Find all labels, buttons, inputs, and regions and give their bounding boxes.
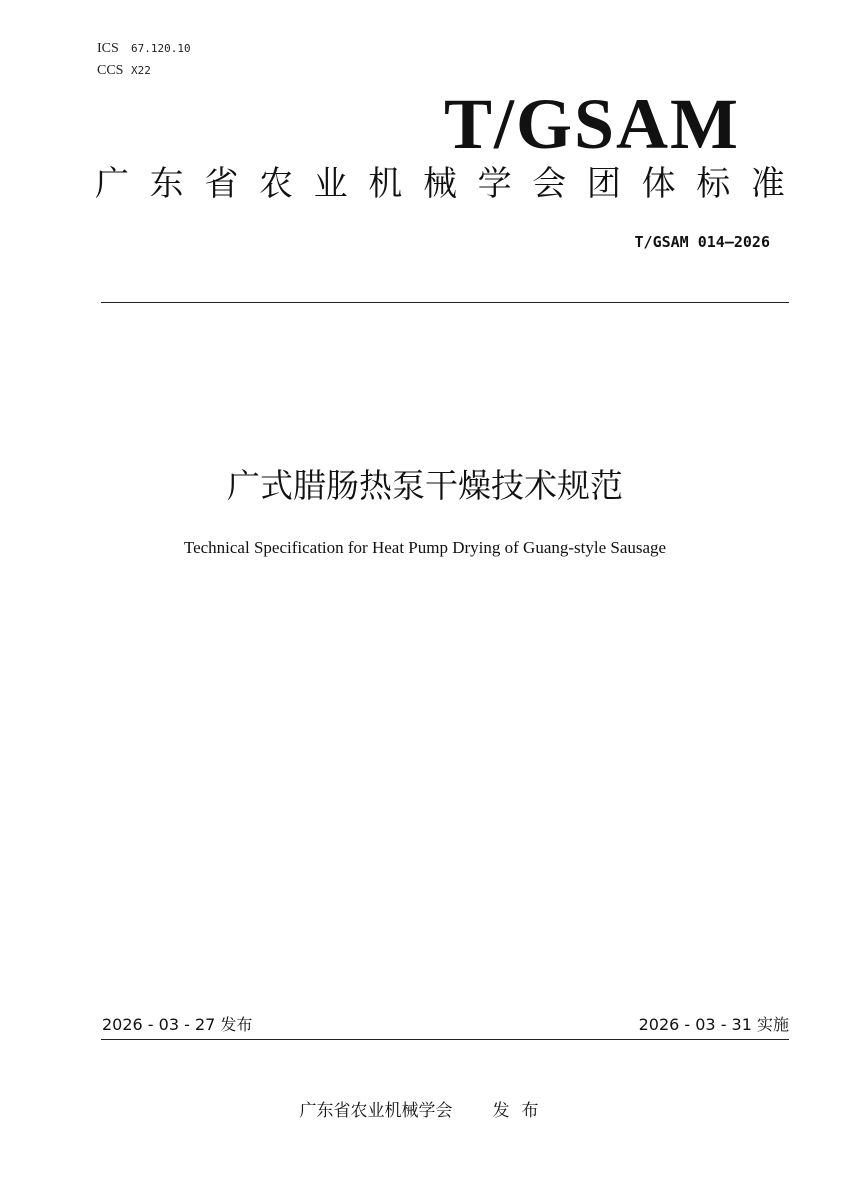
- publisher-line: [0, 1099, 850, 1123]
- org-name-char: 农: [258, 164, 293, 204]
- org-name-char: 标: [696, 164, 731, 204]
- standard-number: T/GSAM 014—2026: [634, 233, 770, 251]
- document-title-chinese: 广式腊肠热泵干燥技术规范: [227, 466, 623, 505]
- publish-date: 2026 - 03 - 27 发布: [102, 1015, 253, 1034]
- publish-action: 发布: [492, 1101, 551, 1121]
- org-name-char: 准: [750, 164, 785, 204]
- bottom-divider: [101, 1039, 789, 1040]
- organization-standard-name: [95, 162, 785, 206]
- org-name-char: 业: [313, 164, 348, 204]
- org-name-char: 东: [149, 164, 184, 204]
- org-name-char: 体: [641, 164, 676, 204]
- standard-code-logo: T/GSAM: [443, 84, 740, 164]
- ccs-value: X22: [131, 64, 151, 77]
- publisher-name: 广东省农业机械学会: [299, 1101, 453, 1121]
- org-name-char: 会: [532, 164, 567, 204]
- org-name-char: 省: [204, 164, 239, 204]
- org-name-char: 机: [368, 164, 403, 204]
- ccs-classification: [97, 62, 151, 80]
- org-name-char: 团: [586, 164, 621, 204]
- org-name-char: 广: [95, 164, 129, 204]
- ccs-label: CCS: [97, 63, 124, 78]
- org-name-char: 学: [477, 164, 512, 204]
- implementation-date: 2026 - 03 - 31 实施: [638, 1015, 789, 1034]
- document-title-english: Technical Specification for Heat Pump Drying of Guang-style Sausage: [183, 538, 667, 557]
- ics-label: ICS: [97, 41, 119, 56]
- top-divider: [101, 302, 789, 303]
- org-name-char: 械: [422, 164, 457, 204]
- ics-value: 67.120.10: [131, 42, 191, 55]
- ics-classification: [97, 40, 191, 58]
